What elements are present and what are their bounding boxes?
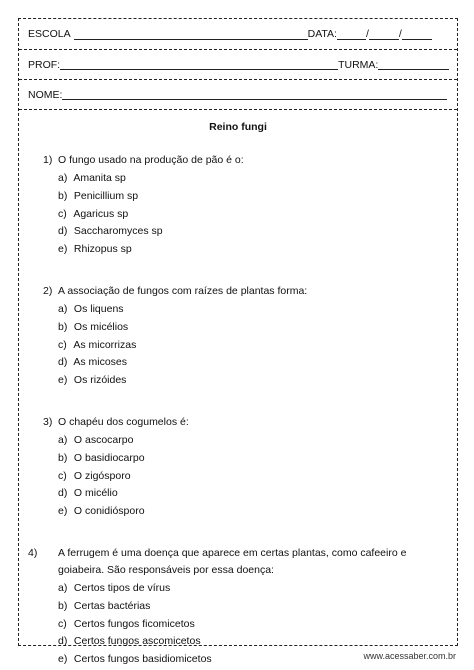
nome-blank — [62, 89, 447, 100]
option-e: e) Os rizóides — [58, 374, 127, 387]
question-text: 2) A associação de fungos com raízes de plantas forma: — [43, 284, 308, 297]
turma-blank — [378, 59, 449, 70]
option-e: e) Certos fungos basidiomicetos — [58, 653, 212, 666]
data-label: DATA: — [307, 28, 337, 40]
prof-blank — [60, 59, 338, 70]
header-row-escola — [19, 19, 457, 50]
option-a: a) Certos tipos de vírus — [58, 581, 171, 594]
data-month-blank — [369, 29, 399, 40]
question-1 — [43, 152, 443, 259]
option-d: d) Saccharomyces sp — [58, 225, 163, 238]
option-a: a) Os liquens — [58, 302, 124, 315]
option-a: a) Amanita sp — [58, 172, 126, 184]
question-3 — [43, 414, 443, 521]
options-list — [43, 301, 443, 390]
data-year-blank — [402, 29, 432, 40]
worksheet-title: Reino fungi — [209, 121, 267, 133]
question-text: 4) A ferrugem é uma doença que aparece em certas plantas, como cafeeiro e goiabeira. São responsáveis por essa doença: — [28, 546, 407, 576]
header-row-prof — [19, 50, 457, 80]
question-2 — [43, 283, 443, 390]
footer-website: www.acessaber.com.br — [363, 651, 456, 661]
option-e: e) Rhizopus sp — [58, 243, 132, 256]
question-text: 1) O fungo usado na produção de pão é o: — [43, 154, 244, 166]
option-c: c) Certos fungos ficomicetos — [58, 617, 195, 630]
options-list — [43, 432, 443, 521]
escola-label: ESCOLA — [28, 28, 71, 40]
option-c: c) Agaricus sp — [58, 207, 129, 220]
option-a: a) O ascocarpo — [58, 433, 134, 446]
option-d: d) O micélio — [58, 487, 118, 500]
prof-label: PROF: — [28, 58, 61, 71]
questions-list — [28, 152, 443, 670]
option-e: e) O conidiósporo — [58, 505, 145, 518]
date-slash-2: / — [398, 28, 402, 40]
option-c: c) As micorrizas — [58, 338, 137, 351]
question-text: 3) O chapéu dos cogumelos é: — [43, 415, 189, 428]
options-list — [43, 170, 443, 259]
option-d: d) Certos fungos ascomicetos — [58, 635, 201, 648]
option-b: b) O basidiocarpo — [58, 451, 145, 464]
nome-label: NOME: — [28, 88, 63, 101]
option-b: b) Os micélios — [58, 320, 129, 333]
option-c: c) O zigósporo — [58, 469, 131, 482]
escola-blank — [74, 29, 308, 40]
date-slash-1: / — [365, 28, 369, 40]
turma-label: TURMA: — [338, 58, 379, 71]
header-row-nome — [19, 80, 457, 110]
option-b: b) Certas bactérias — [58, 599, 151, 612]
data-day-blank — [337, 29, 366, 40]
option-b: b) Penicillium sp — [58, 189, 139, 202]
option-d: d) As micoses — [58, 356, 128, 369]
